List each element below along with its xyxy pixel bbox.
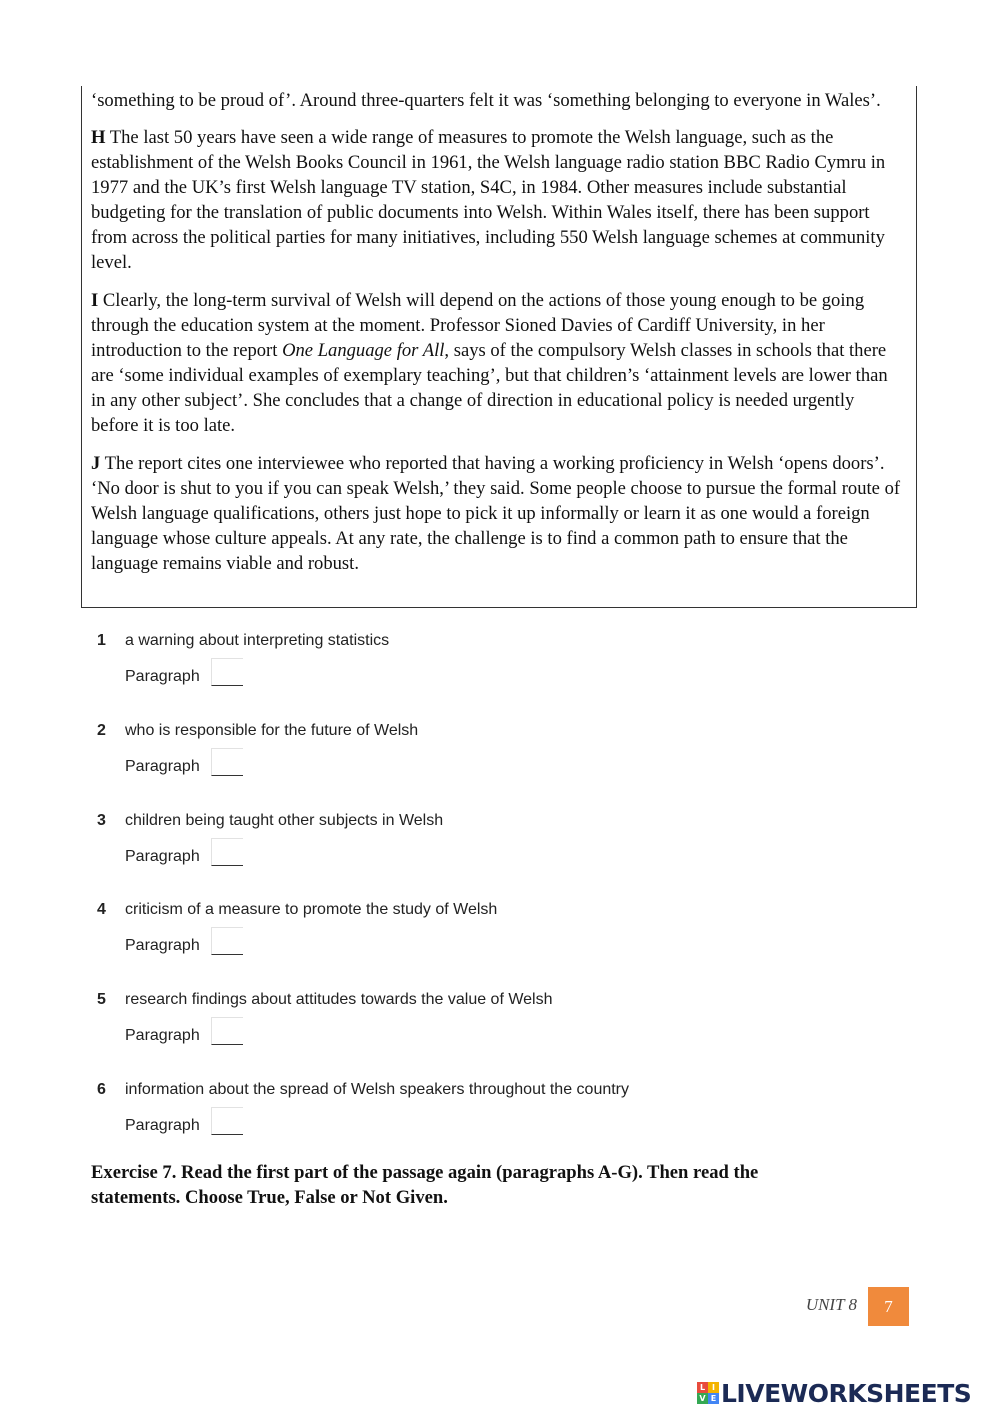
paragraph-label: Paragraph — [125, 758, 200, 775]
paragraph-i — [91, 288, 906, 438]
liveworksheets-logo-icon — [697, 1382, 719, 1404]
question-number: 1 — [97, 632, 106, 649]
paragraph-label: Paragraph — [125, 1027, 200, 1044]
question-number: 3 — [97, 812, 106, 829]
question-text: a warning about interpreting statistics — [125, 632, 390, 649]
question-number: 4 — [97, 901, 106, 918]
answer-input[interactable] — [211, 748, 243, 776]
answer-input[interactable] — [211, 1017, 243, 1045]
question-text: criticism of a measure to promote the study of Welsh — [125, 901, 498, 918]
paragraph-label: Paragraph — [125, 668, 200, 685]
page-number-badge: 7 — [868, 1287, 909, 1326]
question-number: 6 — [97, 1081, 106, 1098]
question-number: 2 — [97, 722, 106, 739]
paragraph-letter: J — [91, 453, 101, 474]
paragraph-text: , says of the compulsory Welsh classes in schools that there are ‘some individual examples of exemplary teaching’, but that children’s ‘attainment levels are lower than in any other subject’. She concludes that a change of direction in educational policy is needed urgently before it is too late. — [91, 340, 888, 436]
brand-name: LIVEWORKSHEETS — [721, 1378, 972, 1408]
paragraph-text: The last 50 years have seen a wide range of measures to promote the Welsh language, such as the establishment of the Welsh Books Council in 1961, the Welsh language radio station BBC Radio Cymru in 1977 and the UK’s first Welsh language TV station, S4C, in 1984. Other measures include substantial budgeting for the translation of public documents into Welsh. Within Wales itself, there has been support from across the political parties for many initiatives, including 550 Welsh language schemes at community level. — [91, 127, 886, 273]
paragraph-j — [91, 451, 906, 576]
question-text: children being taught other subjects in Welsh — [125, 812, 444, 829]
question-text: information about the spread of Welsh speakers throughout the country — [125, 1081, 630, 1098]
passage-intro-fragment: ‘something to be proud of’. Around three-quarters felt it was ‘something belonging to everyone in Wales’. — [91, 90, 881, 111]
unit-label: UNIT 8 — [805, 1295, 857, 1314]
answer-input[interactable] — [211, 1107, 243, 1135]
report-title: One Language for All — [282, 340, 445, 361]
question-text: who is responsible for the future of Welsh — [125, 722, 419, 739]
logo-tile-l: L — [697, 1382, 708, 1393]
question-number: 5 — [97, 991, 106, 1008]
exercise-instruction: Exercise 7. Read the first part of the passage again (paragraphs A-G). Then read the statements. Choose True, False or Not Given. — [91, 1162, 759, 1208]
logo-tile-i: I — [708, 1382, 719, 1393]
liveworksheets-logo — [697, 1378, 971, 1408]
question-text: research findings about attitudes towards the value of Welsh — [125, 991, 553, 1008]
answer-input[interactable] — [211, 658, 243, 686]
paragraph-letter: H — [91, 127, 106, 148]
answer-input[interactable] — [211, 927, 243, 955]
logo-tile-e: E — [708, 1393, 719, 1404]
paragraph-label: Paragraph — [125, 1117, 200, 1134]
paragraph-h — [91, 125, 906, 275]
paragraph-text: Clearly, the long-term survival of Welsh will depend on the actions of those young enough to be going through the education system at the moment. Professor Sioned Davies of Cardiff University, in her introduction to the report — [91, 290, 865, 361]
paragraph-letter: I — [91, 290, 99, 311]
logo-tile-v: V — [697, 1393, 708, 1404]
reading-passage — [81, 86, 917, 608]
paragraph-label: Paragraph — [125, 848, 200, 865]
paragraph-label: Paragraph — [125, 937, 200, 954]
answer-input[interactable] — [211, 838, 243, 866]
paragraph-text: The report cites one interviewee who reported that having a working proficiency in Welsh ‘opens doors’. ‘No door is shut to you if you can speak Welsh,’ they said. Some people choose to pursue the formal route of Welsh language qualifications, others just hope to pick it up informally or learn it as one would a foreign language whose culture appeals. At any rate, the challenge is to find a common path to ensure that the language remains viable and robust. — [91, 453, 901, 574]
